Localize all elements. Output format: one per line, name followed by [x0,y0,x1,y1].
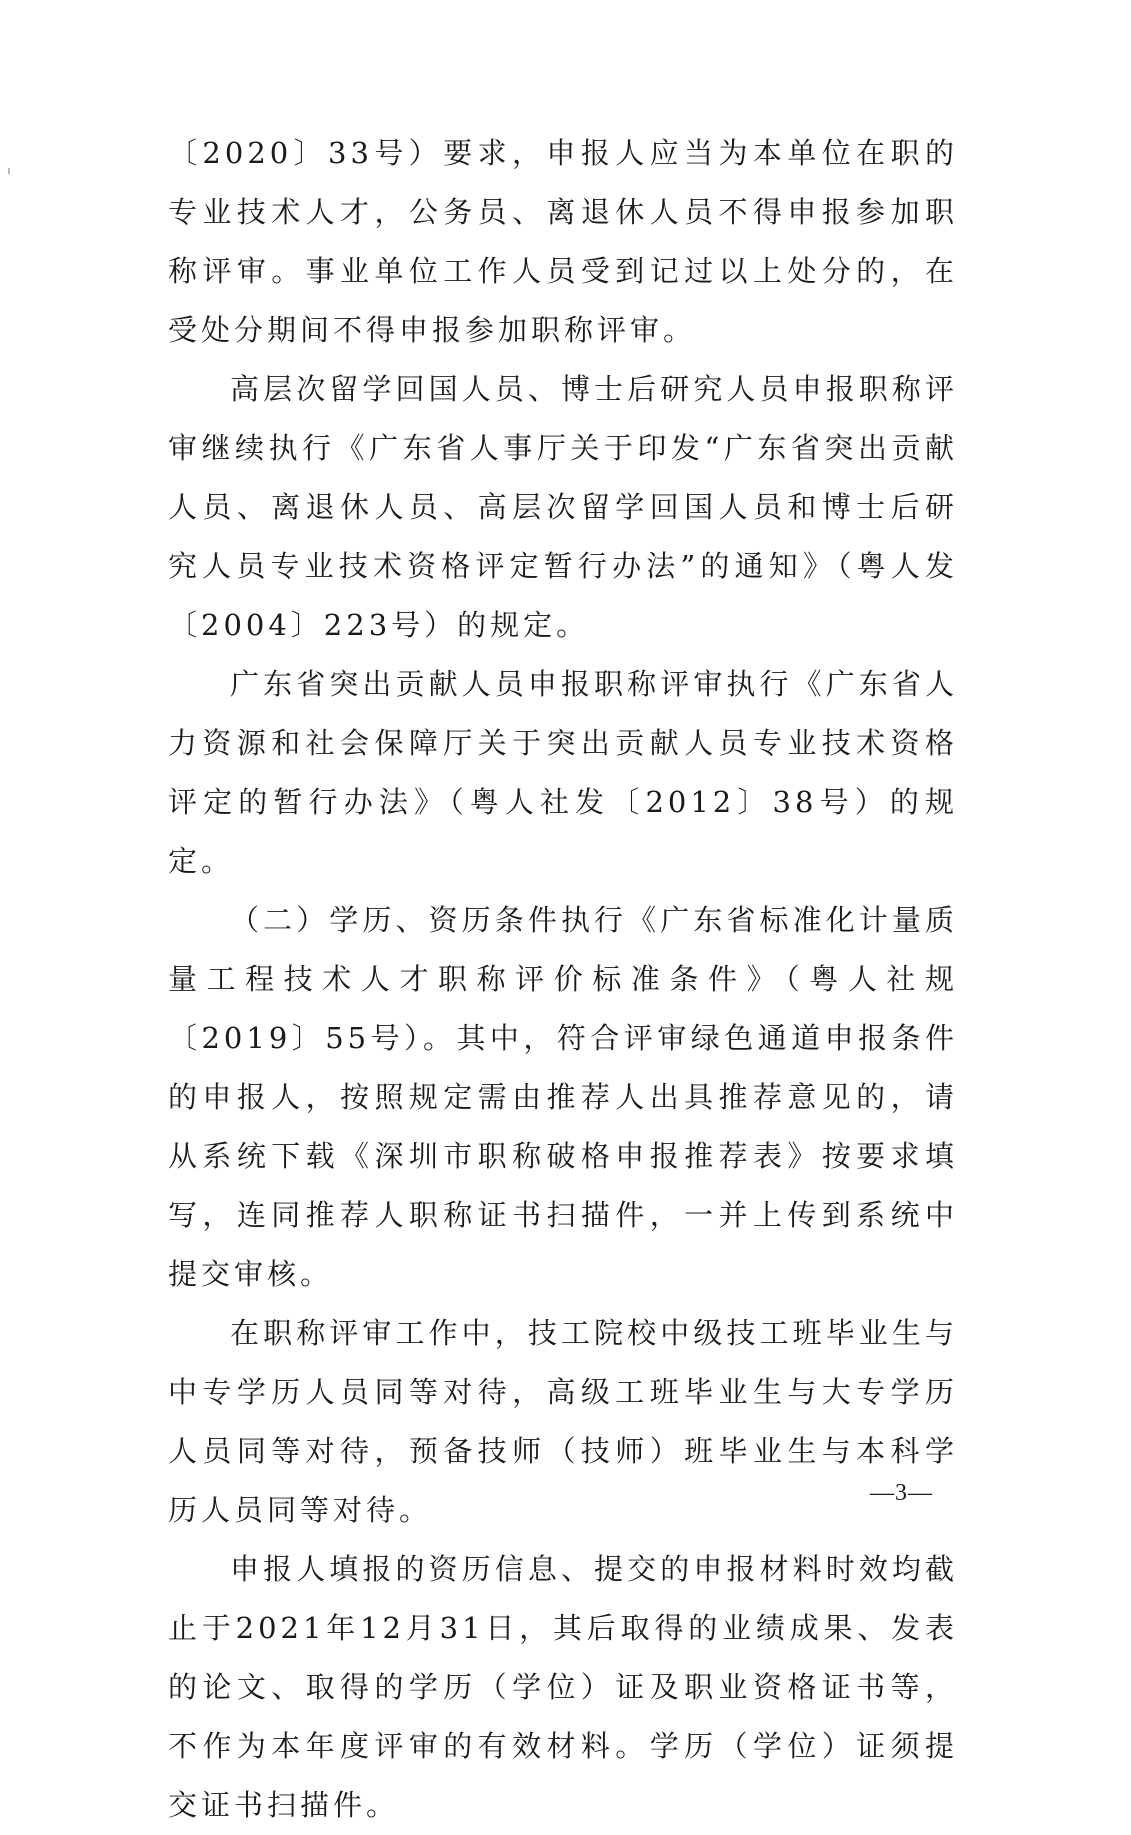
paragraph-6: 申报人填报的资历信息、提交的申报材料时效均截止于2021年12月31日，其后取得的业绩成果、发表的论文、取得的学历（学位）证及职业资格证书等，不作为本年度评审的有效材料。学历（学位）证须提交证书扫描件。 [168,1552,958,1822]
paragraph-5: 在职称评审工作中，技工院校中级技工班毕业生与中专学历人员同等对待，高级工班毕业生与大专学历人员同等对待，预备技师（技师）班毕业生与本科学历人员同等对待。 [168,1316,958,1527]
paragraph-2: 高层次留学回国人员、博士后研究人员申报职称评审继续执行《广东省人事厅关于印发“广东省突出贡献人员、离退休人员、高层次留学回国人员和博士后研究人员专业技术资格评定暂行办法”的通知》（粤人发〔2004〕223号）的规定。 [168,372,958,642]
paragraph-4: （二）学历、资历条件执行《广东省标准化计量质量工程技术人才职称评价标准条件》（粤人社规〔2019〕55号）。其中，符合评审绿色通道申报条件的申报人，按照规定需由推荐人出具推荐意见的，请从系统下载《深圳市职称破格申报推荐表》按要求填写，连同推荐人职称证书扫描件，一并上传到系统中提交审核。 [168,903,958,1291]
document-body [168,124,958,1835]
paragraph-1: 〔2020〕33号）要求，申报人应当为本单位在职的专业技术人才，公务员、离退休人员不得申报参加职称评审。事业单位工作人员受到记过以上处分的，在受处分期间不得申报参加职称评审。 [168,136,958,347]
scan-artifact [8,168,10,174]
paragraph-3: 广东省突出贡献人员申报职称评审执行《广东省人力资源和社会保障厅关于突出贡献人员专业技术资格评定的暂行办法》（粤人社发〔2012〕38号）的规定。 [168,667,958,878]
page-number: —3— [870,1480,933,1506]
